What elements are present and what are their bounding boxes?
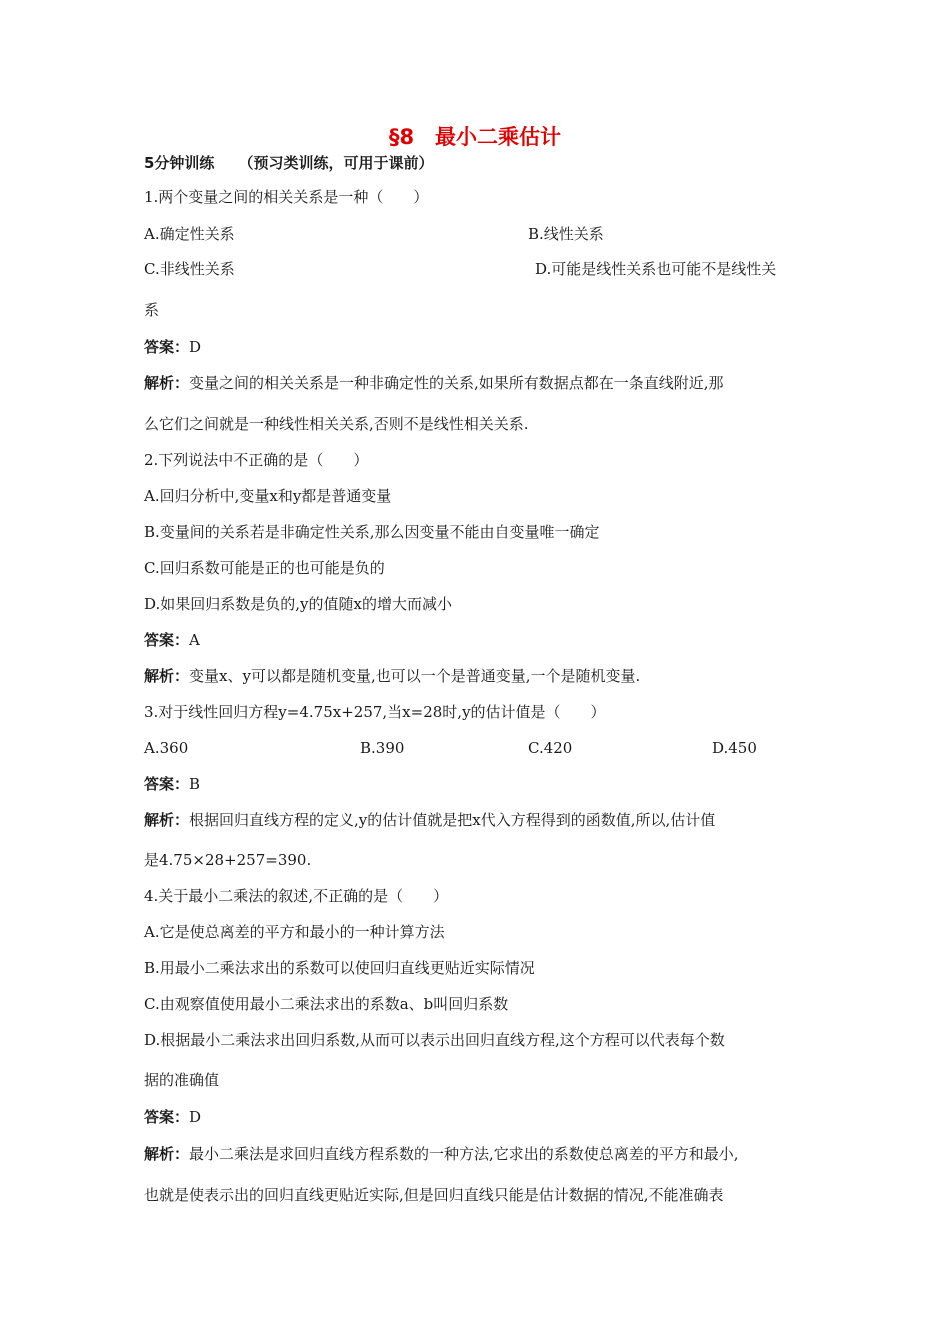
q2-option-b: B.变量间的关系若是非确定性关系,那么因变量不能由自变量唯一确定 [144, 523, 600, 541]
answer-label: 答案： [144, 338, 190, 356]
q4-analysis [144, 1144, 739, 1164]
q3-option-c: C.420 [528, 739, 573, 757]
section-header [144, 153, 433, 173]
q1-option-d-line2: 系 [144, 301, 160, 319]
q1-answer-value: D [189, 338, 202, 356]
q2-option-c: C.回归系数可能是正的也可能是负的 [144, 559, 385, 577]
q2-analysis-text-1: 变量x、y可以都是随机变量,也可以一个是普通变量,一个是随机变量. [189, 667, 641, 685]
answer-label: 答案： [144, 631, 190, 649]
q1-answer [144, 337, 201, 357]
q4-option-c: C.由观察值使用最小二乘法求出的系数a、b叫回归系数 [144, 995, 509, 1013]
q1-option-a: A.确定性关系 [144, 225, 235, 243]
q2-analysis [144, 666, 640, 686]
q4-option-d-line1: D.根据最小二乘法求出回归系数,从而可以表示出回归直线方程,这个方程可以代表每个数 [144, 1031, 725, 1049]
q2-option-a: A.回归分析中,变量x和y都是普通变量 [144, 487, 392, 505]
q4-option-d-line2: 据的准确值 [144, 1071, 220, 1089]
q4-answer-value: D [189, 1108, 202, 1126]
analysis-label: 解析： [144, 374, 190, 392]
q2-option-d: D.如果回归系数是负的,y的值随x的增大而减小 [144, 595, 452, 613]
analysis-label: 解析： [144, 667, 190, 685]
q3-option-d: D.450 [712, 739, 757, 757]
q3-option-b: B.390 [360, 739, 405, 757]
section-note: （预习类训练，可用于课前） [238, 154, 434, 172]
q1-option-c: C.非线性关系 [144, 260, 235, 278]
q2-stem: 2.下列说法中不正确的是（ ） [144, 451, 369, 469]
q2-answer-value: A [189, 631, 200, 649]
q3-answer [144, 774, 200, 794]
analysis-label: 解析： [144, 811, 190, 829]
q3-analysis-text-1: 根据回归直线方程的定义,y的估计值就是把x代入方程得到的函数值,所以,估计值 [189, 811, 716, 829]
q3-stem: 3.对于线性回归方程y=4.75x+257,当x=28时,y的估计值是（ ） [144, 703, 606, 721]
answer-label: 答案： [144, 775, 190, 793]
q2-answer [144, 630, 200, 650]
q4-option-b: B.用最小二乘法求出的系数可以使回归直线更贴近实际情况 [144, 959, 535, 977]
q1-option-b: B.线性关系 [528, 225, 604, 243]
analysis-label: 解析： [144, 1145, 190, 1163]
q3-option-a: A.360 [144, 739, 189, 757]
q4-analysis-text-1: 最小二乘法是求回归直线方程系数的一种方法,它求出的系数使总离差的平方和最小, [189, 1145, 739, 1163]
q1-analysis [144, 373, 724, 393]
q3-analysis [144, 810, 715, 830]
page-title: §8 最小二乘估计 [388, 125, 562, 149]
q1-analysis-text-2: 么它们之间就是一种线性相关关系,否则不是线性相关关系. [144, 415, 529, 433]
q1-analysis-text-1: 变量之间的相关关系是一种非确定性的关系,如果所有数据点都在一条直线附近,那 [189, 374, 724, 392]
q1-stem: 1.两个变量之间的相关关系是一种（ ） [144, 188, 429, 206]
q4-analysis-text-2: 也就是使表示出的回归直线更贴近实际,但是回归直线只能是估计数据的情况,不能准确表 [144, 1186, 724, 1204]
q4-option-a: A.它是使总离差的平方和最小的一种计算方法 [144, 923, 445, 941]
q3-answer-value: B [189, 775, 201, 793]
answer-label: 答案： [144, 1108, 190, 1126]
q4-answer [144, 1107, 201, 1127]
q4-stem: 4.关于最小二乘法的叙述,不正确的是（ ） [144, 887, 449, 905]
q1-option-d-line1: D.可能是线性关系也可能不是线性关 [535, 260, 777, 278]
section-name: 5分钟训练 [144, 154, 215, 172]
q3-analysis-text-2: 是4.75×28+257=390. [144, 851, 312, 869]
